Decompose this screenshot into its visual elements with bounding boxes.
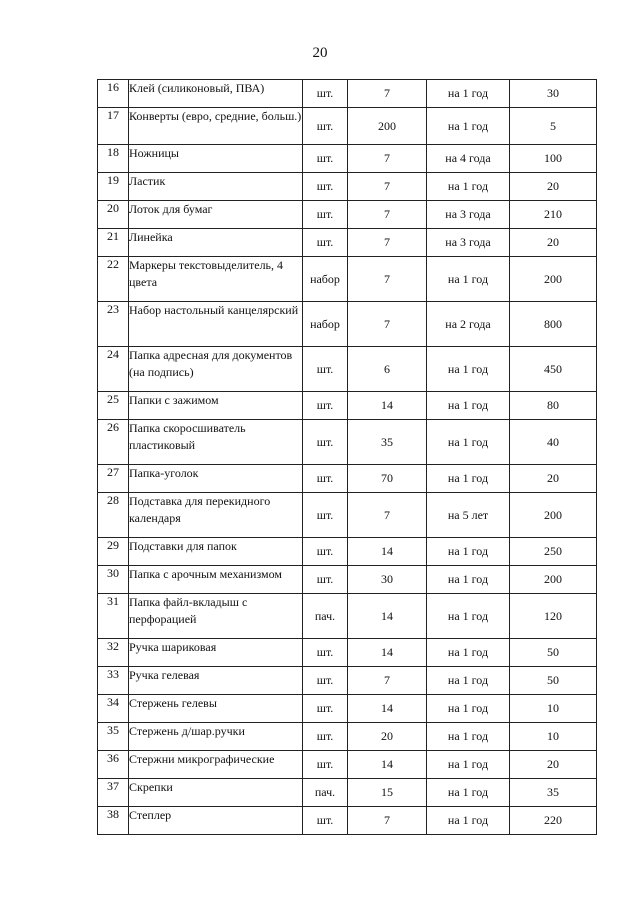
- cell-item-name: Ножницы: [129, 145, 303, 173]
- cell-price: 800: [510, 302, 597, 347]
- cell-quantity: 20: [348, 723, 427, 751]
- cell-quantity: 30: [348, 566, 427, 594]
- cell-quantity: 7: [348, 201, 427, 229]
- cell-period: на 1 год: [427, 667, 510, 695]
- cell-item-name: Папка файл-вкладыш с перфорацией: [129, 594, 303, 639]
- table-row: [98, 667, 597, 695]
- cell-number: 30: [98, 566, 129, 594]
- table-row: [98, 80, 597, 108]
- cell-unit: шт.: [303, 420, 348, 465]
- cell-quantity: 14: [348, 392, 427, 420]
- cell-number: 24: [98, 347, 129, 392]
- cell-period: на 1 год: [427, 566, 510, 594]
- cell-period: на 4 года: [427, 145, 510, 173]
- cell-price: 50: [510, 639, 597, 667]
- cell-period: на 1 год: [427, 420, 510, 465]
- cell-period: на 1 год: [427, 723, 510, 751]
- cell-quantity: 7: [348, 493, 427, 538]
- table-row: [98, 347, 597, 392]
- cell-price: 450: [510, 347, 597, 392]
- cell-quantity: 7: [348, 145, 427, 173]
- cell-item-name: Стержни микрографические: [129, 751, 303, 779]
- cell-price: 10: [510, 695, 597, 723]
- table-row: [98, 566, 597, 594]
- cell-number: 16: [98, 80, 129, 108]
- table-row: [98, 229, 597, 257]
- cell-item-name: Ручка шариковая: [129, 639, 303, 667]
- cell-item-name: Папка-уголок: [129, 465, 303, 493]
- table-row: [98, 145, 597, 173]
- cell-item-name: Стержень гелевы: [129, 695, 303, 723]
- table-body: [98, 80, 597, 835]
- cell-period: на 1 год: [427, 779, 510, 807]
- cell-item-name: Папка адресная для документов (на подпись): [129, 347, 303, 392]
- cell-number: 28: [98, 493, 129, 538]
- cell-item-name: Подставки для папок: [129, 538, 303, 566]
- cell-unit: шт.: [303, 392, 348, 420]
- cell-number: 34: [98, 695, 129, 723]
- cell-price: 100: [510, 145, 597, 173]
- cell-number: 33: [98, 667, 129, 695]
- cell-period: на 1 год: [427, 465, 510, 493]
- cell-price: 20: [510, 465, 597, 493]
- cell-quantity: 35: [348, 420, 427, 465]
- cell-quantity: 7: [348, 80, 427, 108]
- cell-item-name: Скрепки: [129, 779, 303, 807]
- cell-quantity: 200: [348, 108, 427, 145]
- cell-quantity: 14: [348, 751, 427, 779]
- cell-item-name: Линейка: [129, 229, 303, 257]
- table-row: [98, 201, 597, 229]
- cell-number: 20: [98, 201, 129, 229]
- cell-number: 31: [98, 594, 129, 639]
- cell-item-name: Маркеры текстовыделитель, 4 цвета: [129, 257, 303, 302]
- cell-price: 35: [510, 779, 597, 807]
- cell-unit: шт.: [303, 667, 348, 695]
- table-row: [98, 420, 597, 465]
- cell-unit: набор: [303, 302, 348, 347]
- table-row: [98, 302, 597, 347]
- cell-price: 120: [510, 594, 597, 639]
- cell-quantity: 6: [348, 347, 427, 392]
- cell-price: 80: [510, 392, 597, 420]
- cell-number: 19: [98, 173, 129, 201]
- cell-unit: шт.: [303, 751, 348, 779]
- cell-price: 220: [510, 807, 597, 835]
- cell-period: на 1 год: [427, 392, 510, 420]
- cell-quantity: 7: [348, 173, 427, 201]
- cell-number: 17: [98, 108, 129, 145]
- cell-unit: шт.: [303, 229, 348, 257]
- cell-item-name: Клей (силиконовый, ПВА): [129, 80, 303, 108]
- cell-period: на 1 год: [427, 639, 510, 667]
- cell-number: 35: [98, 723, 129, 751]
- cell-number: 37: [98, 779, 129, 807]
- cell-unit: шт.: [303, 493, 348, 538]
- cell-unit: пач.: [303, 779, 348, 807]
- cell-price: 20: [510, 229, 597, 257]
- cell-item-name: Папки с зажимом: [129, 392, 303, 420]
- cell-unit: шт.: [303, 695, 348, 723]
- cell-unit: шт.: [303, 465, 348, 493]
- table-row: [98, 257, 597, 302]
- cell-price: 20: [510, 751, 597, 779]
- cell-unit: шт.: [303, 108, 348, 145]
- table-row: [98, 465, 597, 493]
- cell-unit: шт.: [303, 80, 348, 108]
- cell-unit: шт.: [303, 566, 348, 594]
- table-row: [98, 173, 597, 201]
- cell-price: 5: [510, 108, 597, 145]
- cell-price: 20: [510, 173, 597, 201]
- cell-number: 38: [98, 807, 129, 835]
- cell-period: на 2 года: [427, 302, 510, 347]
- cell-unit: пач.: [303, 594, 348, 639]
- cell-period: на 1 год: [427, 538, 510, 566]
- cell-unit: набор: [303, 257, 348, 302]
- cell-period: на 1 год: [427, 751, 510, 779]
- cell-number: 22: [98, 257, 129, 302]
- cell-number: 36: [98, 751, 129, 779]
- cell-price: 210: [510, 201, 597, 229]
- cell-number: 29: [98, 538, 129, 566]
- cell-price: 30: [510, 80, 597, 108]
- cell-price: 50: [510, 667, 597, 695]
- cell-unit: шт.: [303, 807, 348, 835]
- cell-quantity: 7: [348, 257, 427, 302]
- table-row: [98, 695, 597, 723]
- cell-quantity: 7: [348, 807, 427, 835]
- table-row: [98, 392, 597, 420]
- cell-item-name: Ластик: [129, 173, 303, 201]
- cell-item-name: Набор настольный канцелярский: [129, 302, 303, 347]
- table-row: [98, 538, 597, 566]
- cell-item-name: Папка скоросшиватель пластиковый: [129, 420, 303, 465]
- cell-number: 21: [98, 229, 129, 257]
- cell-quantity: 7: [348, 667, 427, 695]
- table-row: [98, 779, 597, 807]
- cell-period: на 5 лет: [427, 493, 510, 538]
- cell-price: 200: [510, 257, 597, 302]
- cell-price: 200: [510, 493, 597, 538]
- cell-number: 18: [98, 145, 129, 173]
- table-row: [98, 108, 597, 145]
- cell-item-name: Папка с арочным механизмом: [129, 566, 303, 594]
- cell-quantity: 14: [348, 639, 427, 667]
- table-row: [98, 807, 597, 835]
- cell-item-name: Подставка для перекидного календаря: [129, 493, 303, 538]
- cell-unit: шт.: [303, 723, 348, 751]
- cell-quantity: 7: [348, 229, 427, 257]
- cell-period: на 1 год: [427, 695, 510, 723]
- cell-price: 200: [510, 566, 597, 594]
- cell-quantity: 7: [348, 302, 427, 347]
- cell-period: на 3 года: [427, 229, 510, 257]
- cell-item-name: Конверты (евро, средние, больш.): [129, 108, 303, 145]
- cell-number: 25: [98, 392, 129, 420]
- cell-unit: шт.: [303, 201, 348, 229]
- cell-price: 40: [510, 420, 597, 465]
- table-row: [98, 751, 597, 779]
- cell-price: 250: [510, 538, 597, 566]
- cell-item-name: Ручка гелевая: [129, 667, 303, 695]
- table-row: [98, 493, 597, 538]
- table-row: [98, 723, 597, 751]
- cell-quantity: 70: [348, 465, 427, 493]
- supply-table: [97, 79, 597, 835]
- cell-period: на 1 год: [427, 257, 510, 302]
- cell-period: на 1 год: [427, 594, 510, 639]
- cell-quantity: 14: [348, 538, 427, 566]
- cell-item-name: Степлер: [129, 807, 303, 835]
- cell-period: на 1 год: [427, 173, 510, 201]
- cell-period: на 1 год: [427, 80, 510, 108]
- table-row: [98, 594, 597, 639]
- cell-quantity: 15: [348, 779, 427, 807]
- cell-item-name: Стержень д/шар.ручки: [129, 723, 303, 751]
- cell-number: 27: [98, 465, 129, 493]
- cell-unit: шт.: [303, 173, 348, 201]
- cell-period: на 3 года: [427, 201, 510, 229]
- cell-period: на 1 год: [427, 807, 510, 835]
- cell-period: на 1 год: [427, 347, 510, 392]
- cell-number: 26: [98, 420, 129, 465]
- cell-number: 23: [98, 302, 129, 347]
- page-number: 20: [312, 45, 328, 61]
- cell-quantity: 14: [348, 594, 427, 639]
- table-row: [98, 639, 597, 667]
- cell-number: 32: [98, 639, 129, 667]
- cell-quantity: 14: [348, 695, 427, 723]
- cell-unit: шт.: [303, 639, 348, 667]
- cell-unit: шт.: [303, 538, 348, 566]
- cell-period: на 1 год: [427, 108, 510, 145]
- cell-unit: шт.: [303, 145, 348, 173]
- cell-item-name: Лоток для бумаг: [129, 201, 303, 229]
- cell-unit: шт.: [303, 347, 348, 392]
- cell-price: 10: [510, 723, 597, 751]
